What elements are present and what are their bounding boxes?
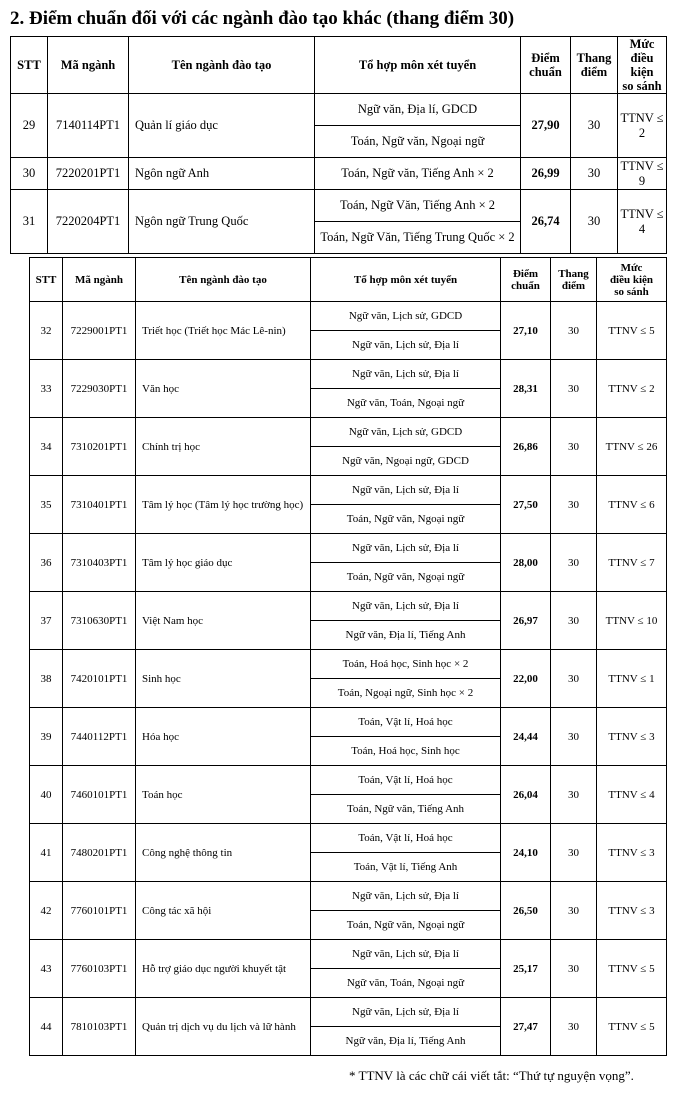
cutoff-score-cell: 26,04 (501, 766, 551, 824)
major-code-cell: 7310201PT1 (63, 418, 136, 476)
subject-combo-cell: Ngữ văn, Ngoại ngữ, GDCD (311, 447, 501, 476)
condition-cell: TTNV ≤ 4 (597, 766, 667, 824)
subject-combo-cell: Ngữ văn, Toán, Ngoại ngữ (311, 389, 501, 418)
major-code-cell: 7480201PT1 (63, 824, 136, 882)
scale-cell: 30 (551, 708, 597, 766)
cutoff-score-cell: 28,00 (501, 534, 551, 592)
subject-combo-cell: Toán, Vật lí, Hoá học (311, 708, 501, 737)
scale-cell: 30 (551, 418, 597, 476)
stt-cell: 42 (30, 882, 63, 940)
table-row (30, 302, 667, 331)
major-name-cell: Công nghệ thông tin (136, 824, 311, 882)
major-name-cell: Hỗ trợ giáo dục người khuyết tật (136, 940, 311, 998)
stt-cell: 39 (30, 708, 63, 766)
cutoff-score-cell: 27,10 (501, 302, 551, 360)
major-name-cell: Hóa học (136, 708, 311, 766)
footnote: * TTNV là các chữ cái viết tắt: “Thứ tự nguyện vọng”. (349, 1068, 634, 1083)
major-name-cell: Tâm lý học giáo dục (136, 534, 311, 592)
condition-cell: TTNV ≤ 1 (597, 650, 667, 708)
subject-combo-cell: Ngữ văn, Lịch sử, Địa lí (311, 882, 501, 911)
major-name-cell: Quản lí giáo dục (129, 94, 315, 158)
scale-cell: 30 (571, 94, 618, 158)
table-header-row (30, 258, 667, 302)
condition-cell: TTNV ≤ 5 (597, 302, 667, 360)
condition-cell: TTNV ≤ 9 (618, 158, 667, 190)
major-code-cell: 7220204PT1 (48, 190, 129, 254)
condition-cell: TTNV ≤ 5 (597, 998, 667, 1056)
scale-cell: 30 (551, 650, 597, 708)
condition-cell: TTNV ≤ 2 (597, 360, 667, 418)
subject-combo-cell: Ngữ văn, Lịch sử, Địa lí (311, 360, 501, 389)
scale-cell: 30 (551, 824, 597, 882)
header-condition: Mức điều kiện so sánh (618, 37, 667, 94)
subject-combo-cell: Ngữ văn, Lịch sử, Địa lí (311, 940, 501, 969)
condition-cell: TTNV ≤ 10 (597, 592, 667, 650)
table-row (30, 940, 667, 969)
subject-combo-cell: Toán, Ngữ Văn, Tiếng Anh × 2 (315, 190, 521, 222)
major-code-cell: 7310403PT1 (63, 534, 136, 592)
stt-cell: 31 (11, 190, 48, 254)
table-row (30, 708, 667, 737)
major-name-cell: Sinh học (136, 650, 311, 708)
header-code: Mã ngành (63, 258, 136, 302)
cutoff-score-cell: 26,86 (501, 418, 551, 476)
table-row (30, 592, 667, 621)
subject-combo-cell: Toán, Hoá học, Sinh học (311, 737, 501, 766)
cutoff-score-cell: 27,50 (501, 476, 551, 534)
stt-cell: 44 (30, 998, 63, 1056)
subject-combo-cell: Ngữ văn, Lịch sử, Địa lí (311, 534, 501, 563)
stt-cell: 32 (30, 302, 63, 360)
stt-cell: 38 (30, 650, 63, 708)
stt-cell: 34 (30, 418, 63, 476)
subject-combo-cell: Toán, Ngữ văn, Ngoại ngữ (311, 911, 501, 940)
scale-cell: 30 (551, 998, 597, 1056)
stt-cell: 29 (11, 94, 48, 158)
condition-cell: TTNV ≤ 6 (597, 476, 667, 534)
subject-combo-cell: Toán, Ngữ văn, Tiếng Anh × 2 (315, 158, 521, 190)
header-scale: Thang điểm (551, 258, 597, 302)
major-code-cell: 7420101PT1 (63, 650, 136, 708)
header-name: Tên ngành đào tạo (129, 37, 315, 94)
subject-combo-cell: Toán, Hoá học, Sinh học × 2 (311, 650, 501, 679)
stt-cell: 40 (30, 766, 63, 824)
header-score: Điểm chuẩn (501, 258, 551, 302)
cutoff-score-cell: 24,44 (501, 708, 551, 766)
table-row (30, 882, 667, 911)
table-row (30, 824, 667, 853)
scale-cell: 30 (551, 534, 597, 592)
condition-cell: TTNV ≤ 5 (597, 940, 667, 998)
subject-combo-cell: Toán, Ngữ Văn, Tiếng Trung Quốc × 2 (315, 222, 521, 254)
subject-combo-cell: Toán, Ngoại ngữ, Sinh học × 2 (311, 679, 501, 708)
cutoff-score-cell: 27,47 (501, 998, 551, 1056)
table-row (30, 998, 667, 1027)
cutoff-score-cell: 22,00 (501, 650, 551, 708)
table-row (30, 766, 667, 795)
major-code-cell: 7760103PT1 (63, 940, 136, 998)
condition-cell: TTNV ≤ 3 (597, 882, 667, 940)
cutoff-score-cell: 28,31 (501, 360, 551, 418)
subject-combo-cell: Toán, Vật lí, Hoá học (311, 766, 501, 795)
scale-cell: 30 (551, 476, 597, 534)
header-name: Tên ngành đào tạo (136, 258, 311, 302)
condition-cell: TTNV ≤ 4 (618, 190, 667, 254)
cutoff-score-cell: 26,97 (501, 592, 551, 650)
header-combos: Tổ hợp môn xét tuyển (311, 258, 501, 302)
subject-combo-cell: Toán, Ngữ văn, Tiếng Anh (311, 795, 501, 824)
header-stt: STT (30, 258, 63, 302)
major-name-cell: Văn học (136, 360, 311, 418)
scale-cell: 30 (551, 882, 597, 940)
table-row (11, 190, 667, 222)
subject-combo-cell: Ngữ văn, Lịch sử, Địa lí (311, 476, 501, 505)
subject-combo-cell: Toán, Ngữ văn, Ngoại ngữ (315, 126, 521, 158)
cutoff-score-cell: 26,99 (521, 158, 571, 190)
subject-combo-cell: Ngữ văn, Địa lí, Tiếng Anh (311, 621, 501, 650)
major-code-cell: 7140114PT1 (48, 94, 129, 158)
subject-combo-cell: Toán, Ngữ văn, Ngoại ngữ (311, 505, 501, 534)
stt-cell: 33 (30, 360, 63, 418)
major-code-cell: 7810103PT1 (63, 998, 136, 1056)
stt-cell: 43 (30, 940, 63, 998)
condition-cell: TTNV ≤ 3 (597, 708, 667, 766)
subject-combo-cell: Ngữ văn, Lịch sử, Địa lí (311, 592, 501, 621)
header-condition: Mức điều kiện so sánh (597, 258, 667, 302)
condition-cell: TTNV ≤ 2 (618, 94, 667, 158)
header-scale: Thang điểm (571, 37, 618, 94)
subject-combo-cell: Ngữ văn, Lịch sử, Địa lí (311, 331, 501, 360)
subject-combo-cell: Ngữ văn, Lịch sử, GDCD (311, 302, 501, 331)
subject-combo-cell: Toán, Vật lí, Tiếng Anh (311, 853, 501, 882)
major-name-cell: Toán học (136, 766, 311, 824)
subject-combo-cell: Ngữ văn, Địa lí, GDCD (315, 94, 521, 126)
major-name-cell: Công tác xã hội (136, 882, 311, 940)
scale-cell: 30 (571, 190, 618, 254)
table-header-row (11, 37, 667, 94)
cutoff-score-cell: 26,74 (521, 190, 571, 254)
major-code-cell: 7310630PT1 (63, 592, 136, 650)
cutoff-score-cell: 25,17 (501, 940, 551, 998)
cutoff-score-cell: 26,50 (501, 882, 551, 940)
major-code-cell: 7229030PT1 (63, 360, 136, 418)
major-code-cell: 7760101PT1 (63, 882, 136, 940)
subject-combo-cell: Ngữ văn, Toán, Ngoại ngữ (311, 969, 501, 998)
admission-table-1 (10, 36, 667, 254)
section-heading: 2. Điểm chuẩn đối với các ngành đào tạo khác (thang điểm 30) (10, 8, 515, 29)
major-code-cell: 7220201PT1 (48, 158, 129, 190)
table-row (30, 650, 667, 679)
table-row (30, 534, 667, 563)
scale-cell: 30 (551, 766, 597, 824)
stt-cell: 30 (11, 158, 48, 190)
cutoff-score-cell: 27,90 (521, 94, 571, 158)
condition-cell: TTNV ≤ 26 (597, 418, 667, 476)
table-row (11, 158, 667, 190)
stt-cell: 36 (30, 534, 63, 592)
major-name-cell: Quản trị dịch vụ du lịch và lữ hành (136, 998, 311, 1056)
table-row (30, 418, 667, 447)
cutoff-score-cell: 24,10 (501, 824, 551, 882)
major-code-cell: 7440112PT1 (63, 708, 136, 766)
scale-cell: 30 (551, 360, 597, 418)
major-name-cell: Triết học (Triết học Mác Lê-nin) (136, 302, 311, 360)
table-row (11, 94, 667, 126)
stt-cell: 37 (30, 592, 63, 650)
scale-cell: 30 (551, 302, 597, 360)
scale-cell: 30 (571, 158, 618, 190)
admission-table-2 (29, 257, 667, 1056)
table-row (30, 476, 667, 505)
header-combos: Tổ hợp môn xét tuyển (315, 37, 521, 94)
major-name-cell: Ngôn ngữ Anh (129, 158, 315, 190)
header-stt: STT (11, 37, 48, 94)
scale-cell: 30 (551, 592, 597, 650)
subject-combo-cell: Ngữ văn, Lịch sử, Địa lí (311, 998, 501, 1027)
table-row (30, 360, 667, 389)
subject-combo-cell: Toán, Vật lí, Hoá học (311, 824, 501, 853)
subject-combo-cell: Ngữ văn, Địa lí, Tiếng Anh (311, 1027, 501, 1056)
scale-cell: 30 (551, 940, 597, 998)
subject-combo-cell: Ngữ văn, Lịch sử, GDCD (311, 418, 501, 447)
major-name-cell: Tâm lý học (Tâm lý học trường học) (136, 476, 311, 534)
condition-cell: TTNV ≤ 7 (597, 534, 667, 592)
subject-combo-cell: Toán, Ngữ văn, Ngoại ngữ (311, 563, 501, 592)
header-score: Điểm chuẩn (521, 37, 571, 94)
condition-cell: TTNV ≤ 3 (597, 824, 667, 882)
major-name-cell: Chính trị học (136, 418, 311, 476)
stt-cell: 41 (30, 824, 63, 882)
stt-cell: 35 (30, 476, 63, 534)
major-code-cell: 7229001PT1 (63, 302, 136, 360)
major-code-cell: 7460101PT1 (63, 766, 136, 824)
major-name-cell: Việt Nam học (136, 592, 311, 650)
major-name-cell: Ngôn ngữ Trung Quốc (129, 190, 315, 254)
major-code-cell: 7310401PT1 (63, 476, 136, 534)
header-code: Mã ngành (48, 37, 129, 94)
